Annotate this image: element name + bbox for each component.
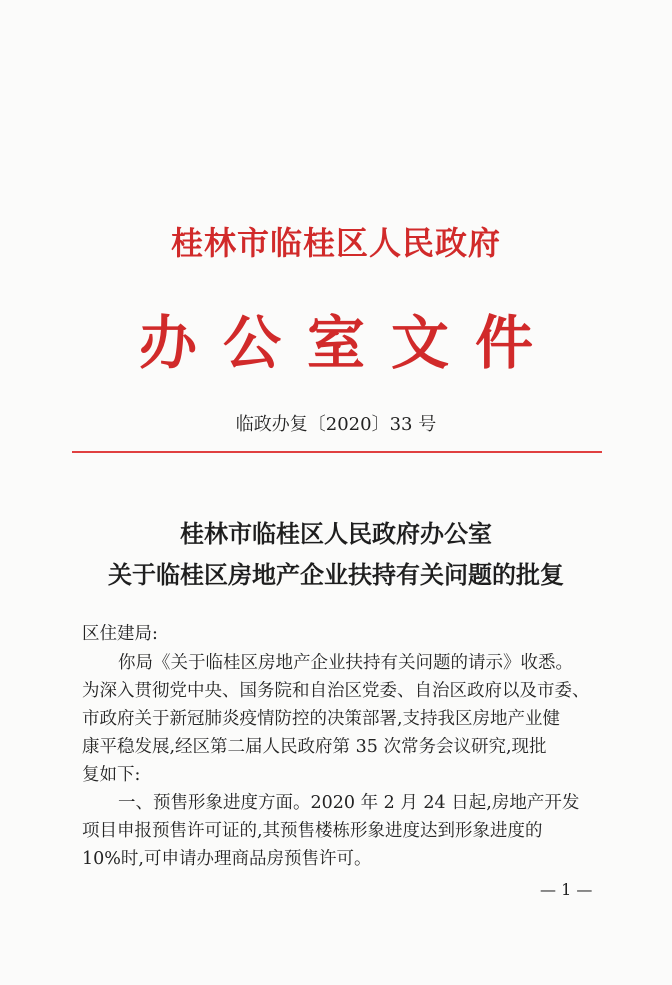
addressee: 区住建局: [82,624,158,644]
body-line: 一、预售形象进度方面。2020 年 2 月 24 日起,房地产开发 [118,793,580,813]
document-number: 临政办复〔2020〕33 号 [235,414,437,435]
document-title-line-1: 桂林市临桂区人民政府办公室 [180,519,492,548]
body-line: 市政府关于新冠肺炎疫情防控的决策部署,支持我区房地产业健 [82,709,561,729]
body-line: 复如下: [82,765,141,785]
body-line: 10%时,可申请办理商品房预售许可。 [82,849,372,869]
body-line: 项目申报预售许可证的,其预售楼栋形象进度达到形象进度的 [82,821,543,841]
body-line: 为深入贯彻党中央、国务院和自治区党委、自治区政府以及市委、 [82,681,590,701]
page-number: — 1 — [540,880,593,899]
document-type-heading: 办公室文件 [138,309,559,377]
document-title-line-2: 关于临桂区房地产企业扶持有关问题的批复 [108,560,564,589]
body-line: 康平稳发展,经区第二届人民政府第 35 次常务会议研究,现批 [82,737,547,757]
issuer-heading: 桂林市临桂区人民政府 [170,224,501,262]
red-divider-line [72,451,602,453]
body-line: 你局《关于临桂区房地产企业扶持有关问题的请示》收悉。 [118,653,573,673]
